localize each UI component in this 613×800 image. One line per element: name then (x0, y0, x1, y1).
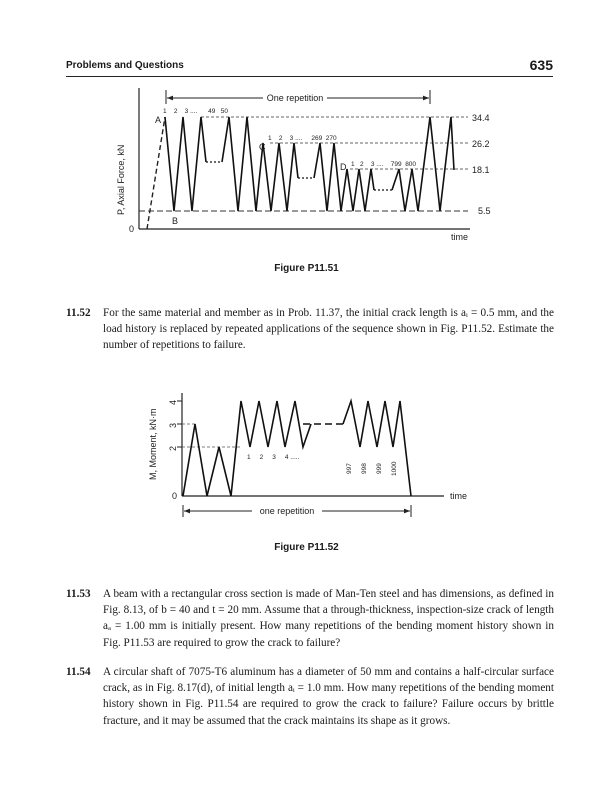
fig2-span-label: one repetition (259, 506, 315, 516)
fig1-origin: 0 (129, 224, 135, 234)
fig2-waveform-end (343, 401, 411, 496)
fig1-counts-a: 1 2 3 .... 49 50 (163, 108, 229, 115)
page-number: 635 (529, 57, 553, 73)
problem-11-54 (66, 664, 554, 729)
problem-number: 11.53 (66, 588, 91, 600)
fig1-level-label-34: 34.4 (472, 113, 490, 123)
fig1-point-b: B (172, 216, 179, 226)
problem-number: 11.52 (66, 307, 91, 319)
fig1-level-label-5: 5.5 (478, 206, 491, 216)
fig1-counts-c: 1 2 3 .... 269 270 (268, 135, 337, 142)
fig2-tick-label-4: 4 (168, 399, 178, 405)
fig1-point-a: A (155, 115, 162, 125)
fig2-counts: 1 2 3 4 ..... (247, 454, 300, 461)
problem-text: A beam with a rectangular cross section is made of Man-Ten steel and has dimensions, as defined in Fig. 8.13, of b = 40 and t = 20 mm. Assume that a through-thickness, inspection-size crack of length aₐ = 1.00 mm is initially present. How many repetitions of the bending moment history shown in Fig. P11.53 are required to grow the crack to failure? (103, 588, 554, 649)
problem-number: 11.54 (66, 666, 91, 678)
fig2-count-998: 998 (361, 463, 368, 474)
problem-text: A circular shaft of 7075-T6 aluminum has a diameter of 50 mm and contains a half-circular surface crack, as in Fig. 8.17(d), of initial length aᵢ = 1.0 mm. How many repetitions of the bending moment history shown in Fig. P11.54 are required to grow the crack to failure? Failure occurs by brittle fracture, and it may be assumed that the crack maintains its shape as it grows. (103, 666, 554, 727)
fig2-waveform-start (183, 401, 311, 496)
fig1-point-c: C (259, 142, 266, 152)
fig2-caption: Figure P11.52 (274, 542, 339, 553)
fig2-tick-label-3: 3 (168, 422, 178, 428)
fig2-tick-label-2: 2 (168, 445, 178, 451)
fig1-point-d: D (340, 162, 347, 172)
fig1-level-label-18: 18.1 (472, 165, 490, 175)
fig1-counts-d: 1 2 3 .... 799 800 (351, 161, 417, 168)
fig2-count-997: 997 (346, 463, 353, 474)
fig1-y-label: P, Axial Force, kN (116, 144, 126, 215)
running-title: Problems and Questions (66, 60, 184, 71)
fig2-count-1000: 1000 (391, 461, 398, 476)
fig1-caption: Figure P11.51 (274, 263, 339, 274)
problem-text: For the same material and member as in Prob. 11.37, the initial crack length is aᵢ = 0.5 mm, and the load history is replaced by repeated applications of the sequence shown in Fig. P11.52. Estimate the number of repetitions to failure. (103, 307, 554, 352)
problem-11-53 (66, 586, 554, 651)
fig2-origin: 0 (172, 491, 178, 501)
fig2-x-label: time (450, 491, 468, 501)
fig2-y-label: M, Moment, kN·m (148, 408, 158, 480)
fig1-level-label-26: 26.2 (472, 139, 490, 149)
fig1-x-label: time (451, 232, 469, 242)
fig1-span-label: One repetition (266, 93, 324, 103)
fig2-count-999: 999 (376, 463, 383, 474)
